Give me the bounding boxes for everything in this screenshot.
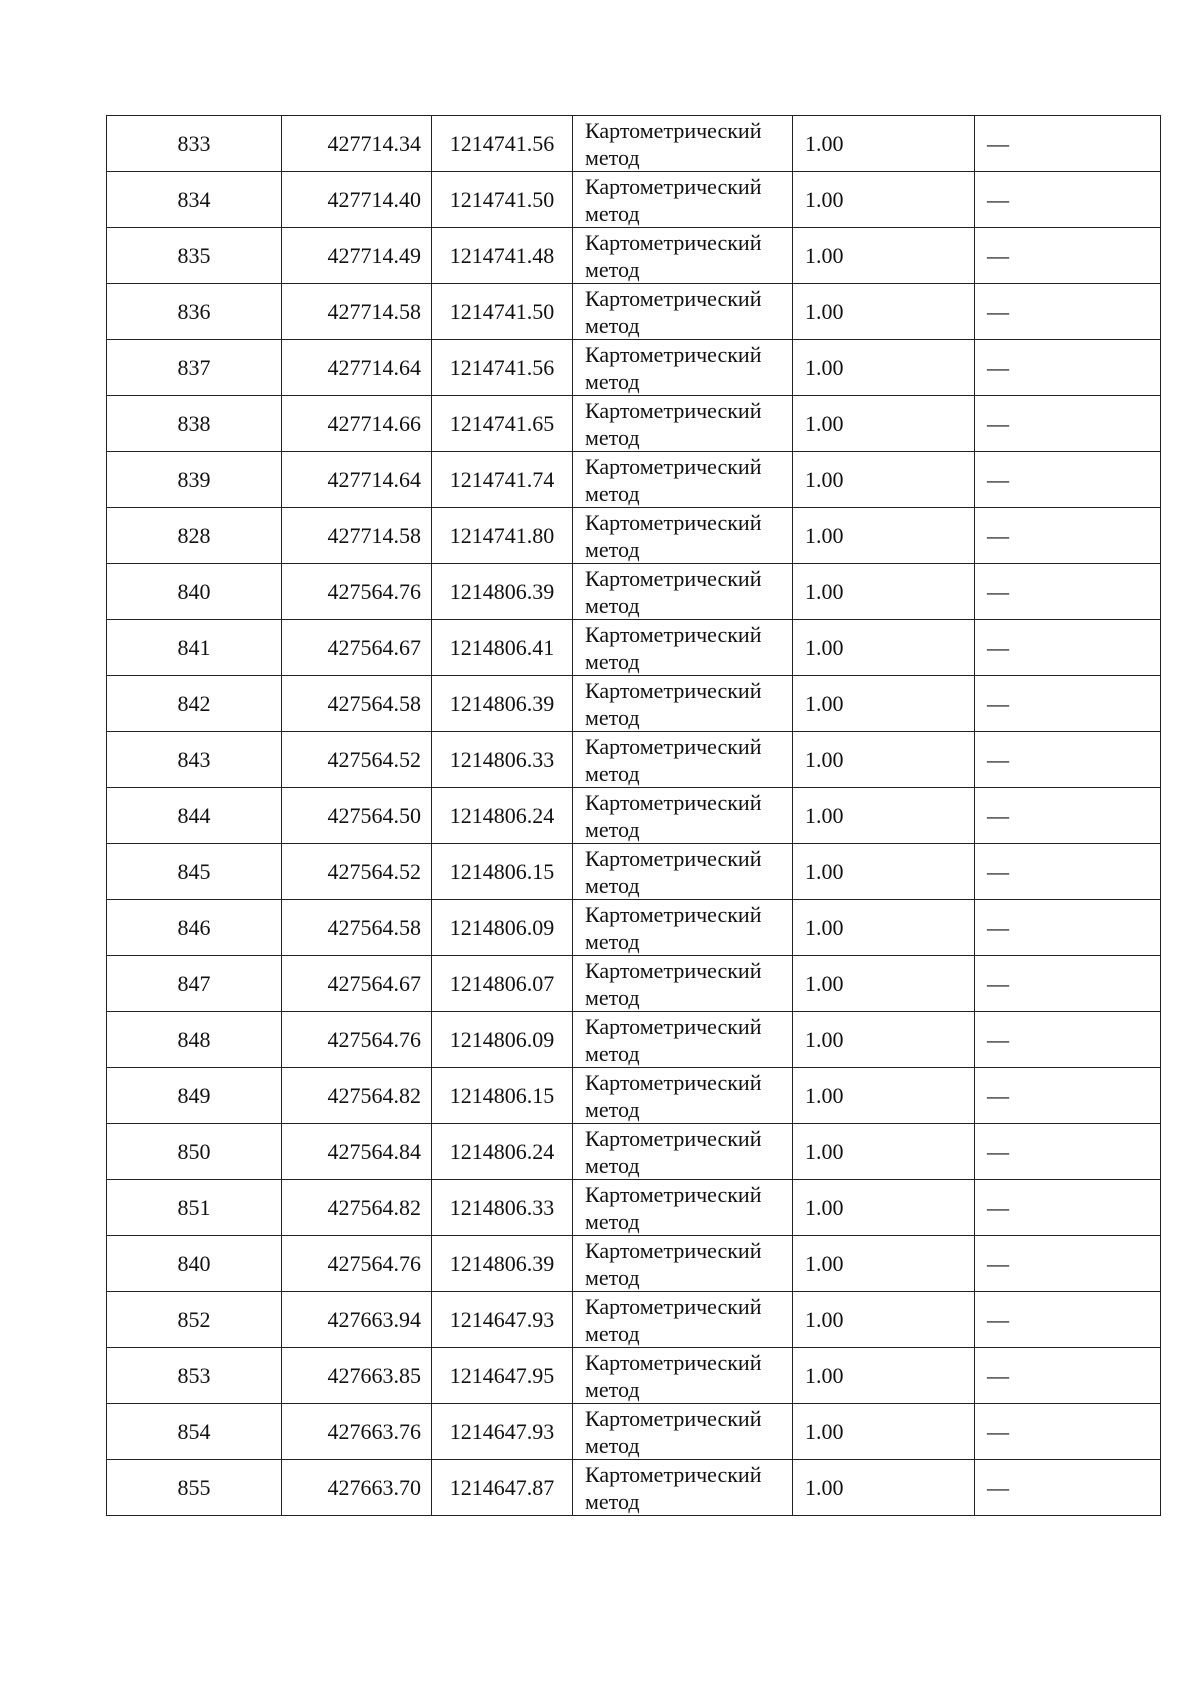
method-line-2: метод (585, 592, 640, 618)
accuracy-cell: 1.00 (793, 1460, 975, 1516)
x-coordinate-cell: 427564.76 (282, 1012, 432, 1068)
method-line-1: Картометрический (585, 1461, 762, 1487)
method-cell (573, 1292, 793, 1348)
description-cell: — (975, 1404, 1161, 1460)
table-row (107, 284, 1161, 340)
method-line-1: Картометрический (585, 397, 762, 423)
accuracy-cell: 1.00 (793, 284, 975, 340)
accuracy-cell: 1.00 (793, 788, 975, 844)
method-line-1: Картометрический (585, 565, 762, 591)
method-line-1: Картометрический (585, 509, 762, 535)
x-coordinate-cell: 427564.58 (282, 900, 432, 956)
method-line-2: метод (585, 1432, 640, 1458)
method-line-1: Картометрический (585, 1237, 762, 1263)
accuracy-cell: 1.00 (793, 1348, 975, 1404)
method-line-2: метод (585, 704, 640, 730)
method-line-1: Картометрический (585, 1405, 762, 1431)
x-coordinate-cell: 427564.58 (282, 676, 432, 732)
description-cell: — (975, 844, 1161, 900)
description-cell: — (975, 900, 1161, 956)
table-row (107, 396, 1161, 452)
method-line-1: Картометрический (585, 453, 762, 479)
y-coordinate-cell: 1214741.48 (432, 228, 573, 284)
y-coordinate-cell: 1214806.33 (432, 1180, 573, 1236)
method-cell (573, 900, 793, 956)
y-coordinate-cell: 1214647.95 (432, 1348, 573, 1404)
point-number-cell: 855 (107, 1460, 282, 1516)
method-cell (573, 1180, 793, 1236)
accuracy-cell: 1.00 (793, 1236, 975, 1292)
x-coordinate-cell: 427663.94 (282, 1292, 432, 1348)
table-row (107, 620, 1161, 676)
table-row (107, 1180, 1161, 1236)
table-row (107, 1012, 1161, 1068)
x-coordinate-cell: 427564.76 (282, 564, 432, 620)
point-number-cell: 835 (107, 228, 282, 284)
method-line-2: метод (585, 1264, 640, 1290)
method-line-1: Картометрический (585, 845, 762, 871)
y-coordinate-cell: 1214806.39 (432, 676, 573, 732)
method-line-2: метод (585, 368, 640, 394)
method-cell (573, 1068, 793, 1124)
description-cell: — (975, 172, 1161, 228)
table-row (107, 900, 1161, 956)
method-line-1: Картометрический (585, 1069, 762, 1095)
point-number-cell: 839 (107, 452, 282, 508)
table-row (107, 340, 1161, 396)
coordinates-table (106, 115, 1161, 1516)
description-cell: — (975, 676, 1161, 732)
point-number-cell: 851 (107, 1180, 282, 1236)
accuracy-cell: 1.00 (793, 1404, 975, 1460)
x-coordinate-cell: 427564.50 (282, 788, 432, 844)
x-coordinate-cell: 427714.40 (282, 172, 432, 228)
x-coordinate-cell: 427714.58 (282, 284, 432, 340)
accuracy-cell: 1.00 (793, 340, 975, 396)
point-number-cell: 850 (107, 1124, 282, 1180)
y-coordinate-cell: 1214647.93 (432, 1404, 573, 1460)
accuracy-cell: 1.00 (793, 844, 975, 900)
accuracy-cell: 1.00 (793, 620, 975, 676)
method-cell (573, 1404, 793, 1460)
method-line-2: метод (585, 648, 640, 674)
point-number-cell: 854 (107, 1404, 282, 1460)
method-cell (573, 452, 793, 508)
table-row (107, 1068, 1161, 1124)
method-line-1: Картометрический (585, 1181, 762, 1207)
point-number-cell: 837 (107, 340, 282, 396)
method-cell (573, 508, 793, 564)
method-cell (573, 1460, 793, 1516)
point-number-cell: 848 (107, 1012, 282, 1068)
method-line-2: метод (585, 1488, 640, 1514)
method-line-2: метод (585, 480, 640, 506)
y-coordinate-cell: 1214741.56 (432, 340, 573, 396)
table-row (107, 788, 1161, 844)
y-coordinate-cell: 1214806.39 (432, 1236, 573, 1292)
table-row (107, 508, 1161, 564)
description-cell: — (975, 116, 1161, 172)
y-coordinate-cell: 1214806.41 (432, 620, 573, 676)
x-coordinate-cell: 427714.64 (282, 452, 432, 508)
method-cell (573, 1012, 793, 1068)
method-line-2: метод (585, 312, 640, 338)
method-line-2: метод (585, 424, 640, 450)
x-coordinate-cell: 427564.84 (282, 1124, 432, 1180)
table-row (107, 1404, 1161, 1460)
y-coordinate-cell: 1214806.24 (432, 788, 573, 844)
y-coordinate-cell: 1214806.33 (432, 732, 573, 788)
x-coordinate-cell: 427564.82 (282, 1180, 432, 1236)
method-line-1: Картометрический (585, 1349, 762, 1375)
y-coordinate-cell: 1214806.15 (432, 1068, 573, 1124)
method-cell (573, 284, 793, 340)
method-line-2: метод (585, 1208, 640, 1234)
x-coordinate-cell: 427714.49 (282, 228, 432, 284)
point-number-cell: 843 (107, 732, 282, 788)
method-cell (573, 340, 793, 396)
method-line-1: Картометрический (585, 1293, 762, 1319)
point-number-cell: 841 (107, 620, 282, 676)
point-number-cell: 844 (107, 788, 282, 844)
y-coordinate-cell: 1214806.09 (432, 1012, 573, 1068)
accuracy-cell: 1.00 (793, 900, 975, 956)
accuracy-cell: 1.00 (793, 1068, 975, 1124)
point-number-cell: 828 (107, 508, 282, 564)
description-cell: — (975, 508, 1161, 564)
table-row (107, 228, 1161, 284)
x-coordinate-cell: 427564.82 (282, 1068, 432, 1124)
method-line-1: Картометрический (585, 229, 762, 255)
method-line-1: Картометрический (585, 901, 762, 927)
table-row (107, 956, 1161, 1012)
method-line-2: метод (585, 1040, 640, 1066)
y-coordinate-cell: 1214806.09 (432, 900, 573, 956)
method-line-2: метод (585, 984, 640, 1010)
point-number-cell: 849 (107, 1068, 282, 1124)
accuracy-cell: 1.00 (793, 956, 975, 1012)
method-line-1: Картометрический (585, 173, 762, 199)
table-row (107, 564, 1161, 620)
accuracy-cell: 1.00 (793, 452, 975, 508)
method-line-2: метод (585, 1096, 640, 1122)
method-line-2: метод (585, 1320, 640, 1346)
x-coordinate-cell: 427663.76 (282, 1404, 432, 1460)
x-coordinate-cell: 427564.67 (282, 956, 432, 1012)
method-line-1: Картометрический (585, 285, 762, 311)
method-line-1: Картометрический (585, 621, 762, 647)
table-row (107, 1124, 1161, 1180)
method-cell (573, 1124, 793, 1180)
method-line-1: Картометрический (585, 733, 762, 759)
table-row (107, 116, 1161, 172)
description-cell: — (975, 1180, 1161, 1236)
y-coordinate-cell: 1214741.50 (432, 284, 573, 340)
y-coordinate-cell: 1214741.56 (432, 116, 573, 172)
method-cell (573, 956, 793, 1012)
point-number-cell: 846 (107, 900, 282, 956)
method-cell (573, 564, 793, 620)
y-coordinate-cell: 1214806.24 (432, 1124, 573, 1180)
description-cell: — (975, 1236, 1161, 1292)
method-line-1: Картометрический (585, 677, 762, 703)
x-coordinate-cell: 427564.76 (282, 1236, 432, 1292)
method-line-2: метод (585, 872, 640, 898)
description-cell: — (975, 1068, 1161, 1124)
description-cell: — (975, 564, 1161, 620)
method-line-2: метод (585, 144, 640, 170)
coordinates-table-body (107, 116, 1161, 1516)
accuracy-cell: 1.00 (793, 508, 975, 564)
description-cell: — (975, 732, 1161, 788)
x-coordinate-cell: 427564.67 (282, 620, 432, 676)
x-coordinate-cell: 427564.52 (282, 844, 432, 900)
description-cell: — (975, 1348, 1161, 1404)
point-number-cell: 836 (107, 284, 282, 340)
point-number-cell: 833 (107, 116, 282, 172)
point-number-cell: 842 (107, 676, 282, 732)
method-line-2: метод (585, 1376, 640, 1402)
description-cell: — (975, 620, 1161, 676)
y-coordinate-cell: 1214806.15 (432, 844, 573, 900)
x-coordinate-cell: 427714.64 (282, 340, 432, 396)
accuracy-cell: 1.00 (793, 1292, 975, 1348)
accuracy-cell: 1.00 (793, 676, 975, 732)
method-cell (573, 844, 793, 900)
method-cell (573, 116, 793, 172)
accuracy-cell: 1.00 (793, 228, 975, 284)
y-coordinate-cell: 1214741.65 (432, 396, 573, 452)
table-row (107, 844, 1161, 900)
accuracy-cell: 1.00 (793, 396, 975, 452)
point-number-cell: 847 (107, 956, 282, 1012)
y-coordinate-cell: 1214647.93 (432, 1292, 573, 1348)
method-line-2: метод (585, 1152, 640, 1178)
method-line-2: метод (585, 816, 640, 842)
method-cell (573, 172, 793, 228)
method-line-2: метод (585, 760, 640, 786)
y-coordinate-cell: 1214806.07 (432, 956, 573, 1012)
method-line-1: Картометрический (585, 789, 762, 815)
point-number-cell: 834 (107, 172, 282, 228)
method-cell (573, 228, 793, 284)
method-line-2: метод (585, 928, 640, 954)
point-number-cell: 845 (107, 844, 282, 900)
point-number-cell: 840 (107, 1236, 282, 1292)
y-coordinate-cell: 1214741.80 (432, 508, 573, 564)
method-cell (573, 396, 793, 452)
accuracy-cell: 1.00 (793, 172, 975, 228)
point-number-cell: 838 (107, 396, 282, 452)
y-coordinate-cell: 1214647.87 (432, 1460, 573, 1516)
method-cell (573, 1236, 793, 1292)
table-row (107, 676, 1161, 732)
table-row (107, 1236, 1161, 1292)
y-coordinate-cell: 1214741.50 (432, 172, 573, 228)
method-cell (573, 620, 793, 676)
x-coordinate-cell: 427663.85 (282, 1348, 432, 1404)
accuracy-cell: 1.00 (793, 732, 975, 788)
method-cell (573, 1348, 793, 1404)
description-cell: — (975, 340, 1161, 396)
x-coordinate-cell: 427714.58 (282, 508, 432, 564)
method-line-2: метод (585, 200, 640, 226)
description-cell: — (975, 284, 1161, 340)
method-line-1: Картометрический (585, 117, 762, 143)
method-line-1: Картометрический (585, 1013, 762, 1039)
method-line-2: метод (585, 256, 640, 282)
x-coordinate-cell: 427564.52 (282, 732, 432, 788)
table-row (107, 1348, 1161, 1404)
description-cell: — (975, 788, 1161, 844)
description-cell: — (975, 452, 1161, 508)
table-row (107, 1460, 1161, 1516)
accuracy-cell: 1.00 (793, 1124, 975, 1180)
method-cell (573, 732, 793, 788)
method-cell (573, 788, 793, 844)
point-number-cell: 852 (107, 1292, 282, 1348)
method-line-2: метод (585, 536, 640, 562)
table-row (107, 732, 1161, 788)
description-cell: — (975, 1124, 1161, 1180)
table-row (107, 1292, 1161, 1348)
description-cell: — (975, 956, 1161, 1012)
description-cell: — (975, 1460, 1161, 1516)
x-coordinate-cell: 427714.34 (282, 116, 432, 172)
point-number-cell: 853 (107, 1348, 282, 1404)
accuracy-cell: 1.00 (793, 116, 975, 172)
y-coordinate-cell: 1214806.39 (432, 564, 573, 620)
accuracy-cell: 1.00 (793, 564, 975, 620)
x-coordinate-cell: 427663.70 (282, 1460, 432, 1516)
method-line-1: Картометрический (585, 341, 762, 367)
accuracy-cell: 1.00 (793, 1012, 975, 1068)
description-cell: — (975, 228, 1161, 284)
description-cell: — (975, 1012, 1161, 1068)
table-row (107, 172, 1161, 228)
point-number-cell: 840 (107, 564, 282, 620)
y-coordinate-cell: 1214741.74 (432, 452, 573, 508)
method-line-1: Картометрический (585, 957, 762, 983)
description-cell: — (975, 396, 1161, 452)
method-line-1: Картометрический (585, 1125, 762, 1151)
accuracy-cell: 1.00 (793, 1180, 975, 1236)
description-cell: — (975, 1292, 1161, 1348)
method-cell (573, 676, 793, 732)
x-coordinate-cell: 427714.66 (282, 396, 432, 452)
table-row (107, 452, 1161, 508)
